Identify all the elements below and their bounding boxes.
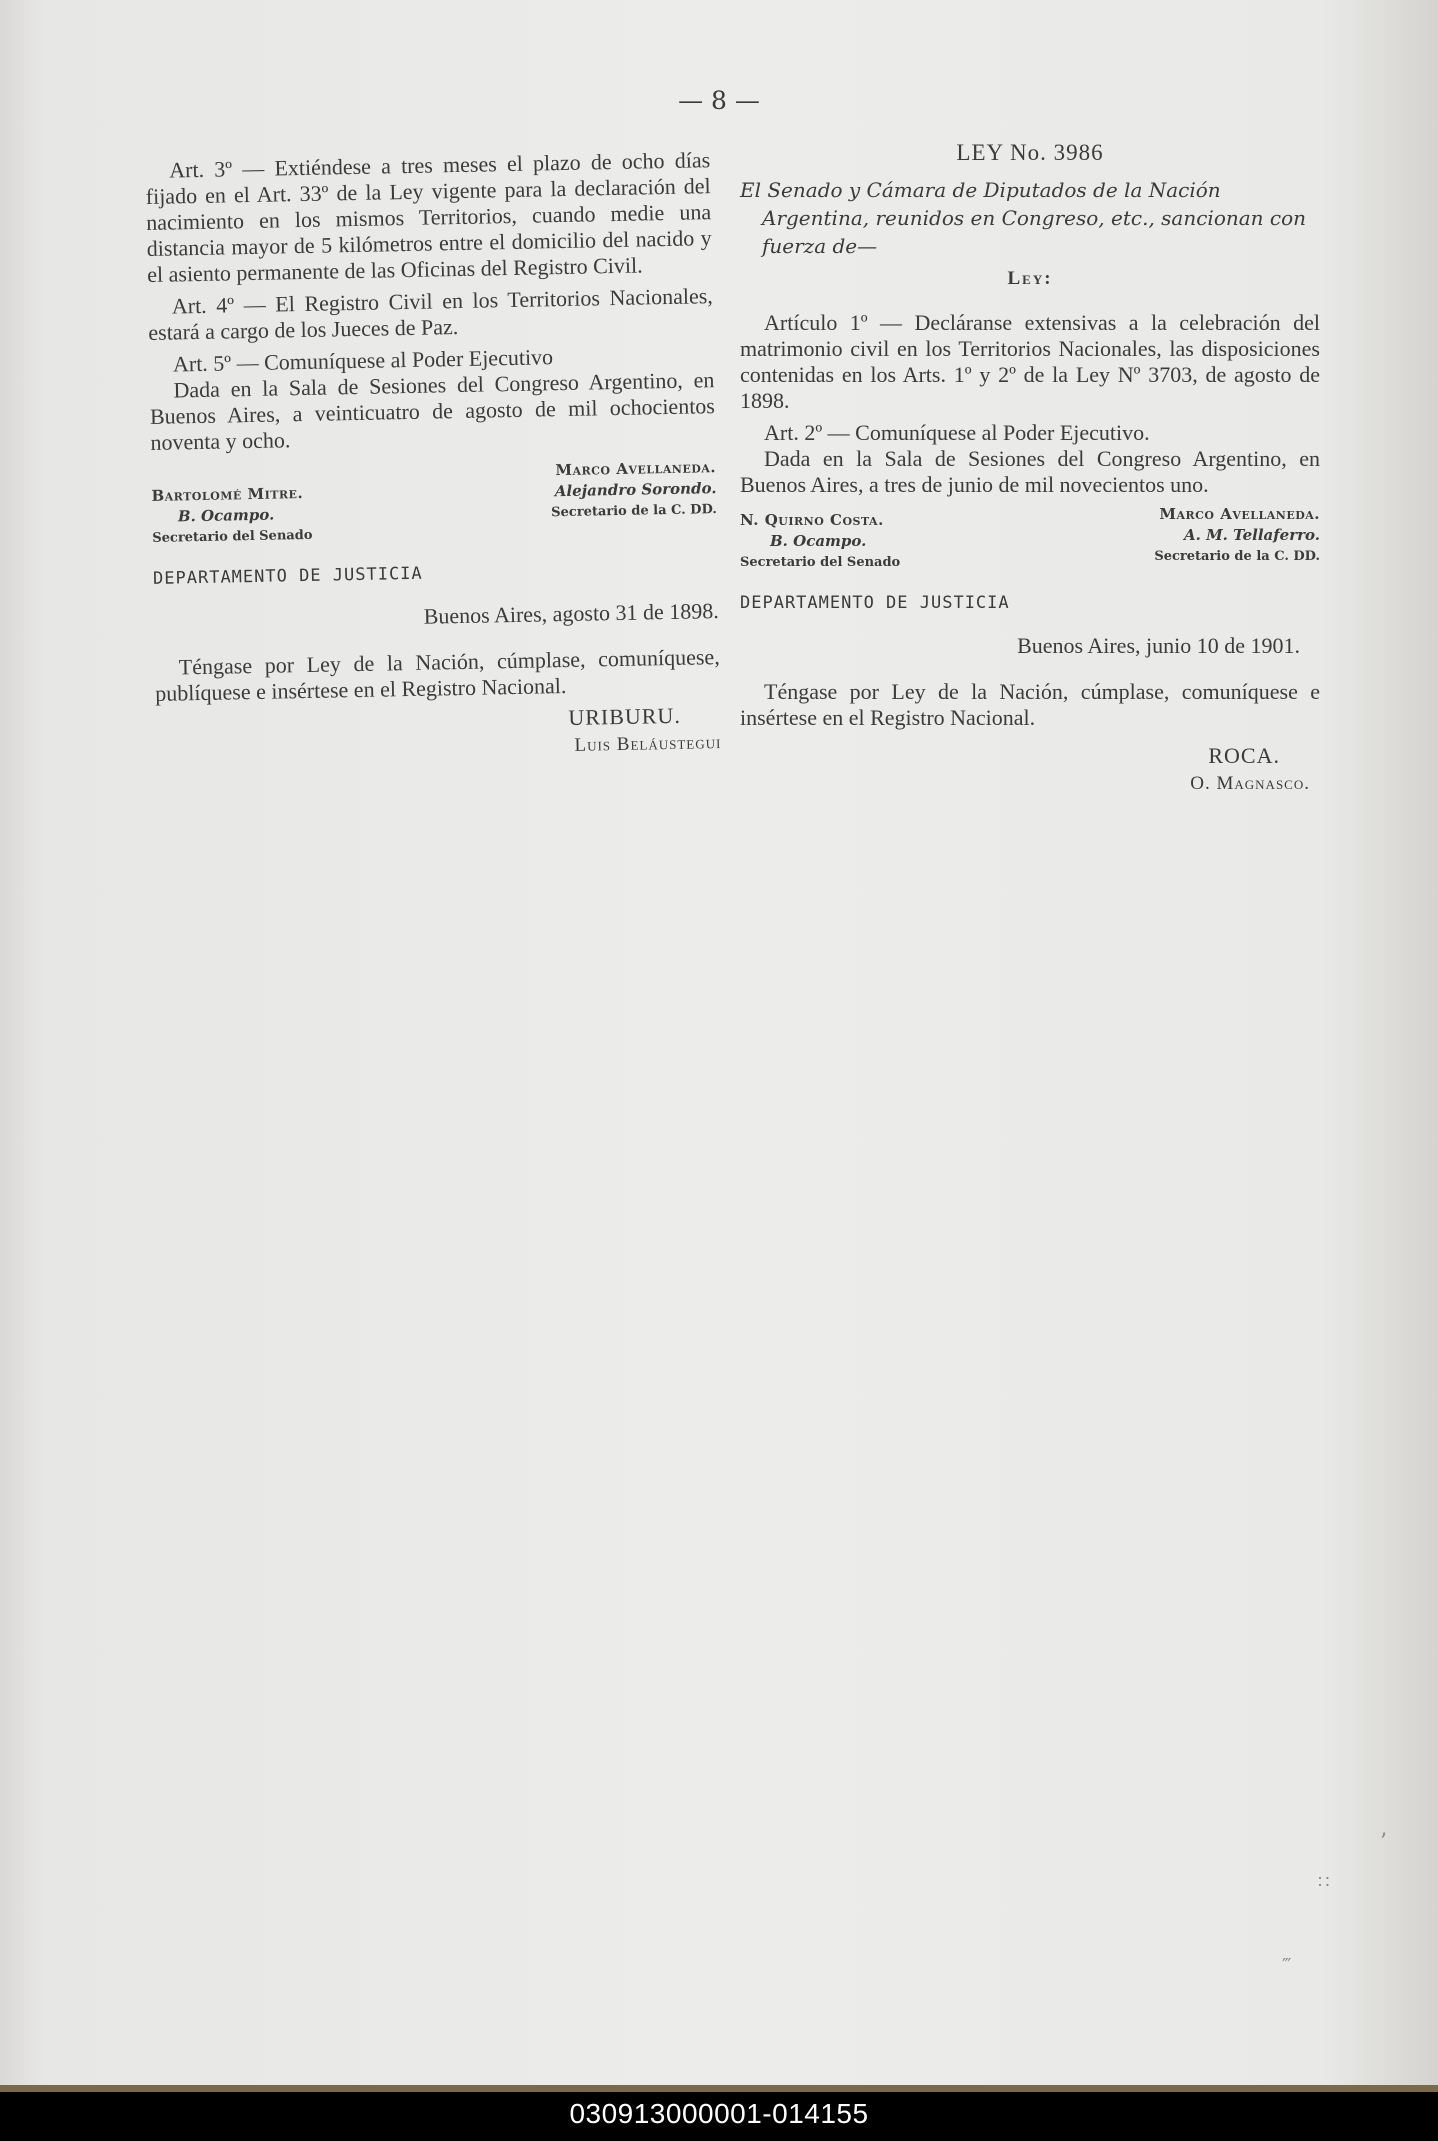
enactment-clause: Dada en la Sala de Sesiones del Congreso Argentino, en Buenos Aires, a tres de junio de mil novecientos uno. [740, 446, 1320, 497]
left-column [145, 147, 722, 765]
chamber-secretary: Alejandro Sorondo. [554, 479, 717, 501]
paper-blemish: ∷ [1318, 1872, 1330, 1893]
senate-secretary-role: Secretario del Senado [740, 555, 901, 570]
ley-heading: Ley: [1007, 268, 1053, 289]
signature-right [550, 457, 717, 541]
senate-secretary: B. Ocampo. [770, 532, 867, 550]
article-3: Art. 3º — Extiéndese a tres meses el plazo de ocho días fijado en el Art. 33º de la Ley vigente para la declaración del nacimiento en los mismos Territorios, cuando medie una distancia mayor de 5 kilómetros entre el domicilio del nacido y el asiento permanente de las Oficinas del Registro Civil. [145, 147, 712, 287]
president-signature: URIBURU. [568, 702, 682, 730]
article-5: Art. 5º — Comuníquese al Poder Ejecutivo [172, 344, 554, 377]
chamber-president: Marco Avellaneda. [1159, 505, 1320, 523]
minister-signature: Luis Beláustegui [574, 732, 722, 756]
barcode-label: 030913000001-014155 [569, 2098, 869, 2129]
minister-signature: O. Magnasco. [1190, 773, 1310, 794]
article-4: Art. 4º — El Registro Civil en los Territorios Nacionales, estará a cargo de los Jueces de Paz. [148, 283, 713, 345]
promulgation-date: Buenos Aires, junio 10 de 1901. [1017, 633, 1300, 658]
preamble: El Senado y Cámara de Diputados de la Nación Argentina, reunidos en Congreso, etc., sancionan con fuerza de— [740, 178, 1307, 258]
department-heading: DEPARTAMENTO DE JUSTICIA [740, 593, 1010, 613]
page-number: — 8 — [678, 86, 760, 115]
law-title: LEY No. 3986 [956, 140, 1104, 165]
senate-president: N. Quirno Costa. [740, 511, 884, 529]
signature-right [1154, 504, 1320, 573]
senate-secretary: B. Ocampo. [177, 505, 275, 526]
article-1: Artículo 1º — Decláranse extensivas a la celebración del matrimonio civil en los Territorios Nacionales, las disposiciones contenidas en los Arts. 1º y 2º de la Ley Nº 3703, de agosto de 1898. [740, 310, 1320, 413]
enactment-clause: Dada en la Sala de Sesiones del Congreso Argentino, en Buenos Aires, a veinticuatro de agosto de mil ochocientos noventa y ocho. [149, 367, 716, 455]
signatures [151, 457, 717, 549]
chamber-secretary-role: Secretario de la C. DD. [551, 502, 717, 521]
president-signature: ROCA. [1208, 743, 1280, 768]
right-column [740, 140, 1320, 795]
senate-secretary-role: Secretario del Senado [152, 527, 313, 546]
chamber-secretary-role: Secretario de la C. DD. [1154, 549, 1320, 564]
chamber-secretary: A. M. Tellaferro. [1184, 526, 1320, 544]
article-2: Art. 2º — Comuníquese al Poder Ejecutivo. [764, 420, 1150, 445]
signature-left [151, 465, 313, 549]
department-heading: DEPARTAMENTO DE JUSTICIA [152, 563, 423, 589]
signature-left [740, 504, 900, 573]
signatures [740, 504, 1320, 573]
promulgation-text: Téngase por Ley de la Nación, cúmplase, comuníquese e insértese en el Registro Nacional. [740, 679, 1320, 730]
paper-blemish: ‴ [1282, 1955, 1292, 1976]
promulgation-text: Téngase por Ley de la Nación, cúmplase, comuníquese, publíquese e insértese en el Registro Nacional. [155, 644, 720, 706]
paper-blemish: ’ [1380, 1830, 1387, 1855]
chamber-president: Marco Avellaneda. [555, 458, 717, 480]
senate-president: Bartolomé Mitre. [151, 484, 304, 505]
promulgation-date: Buenos Aires, agosto 31 de 1898. [423, 598, 720, 629]
